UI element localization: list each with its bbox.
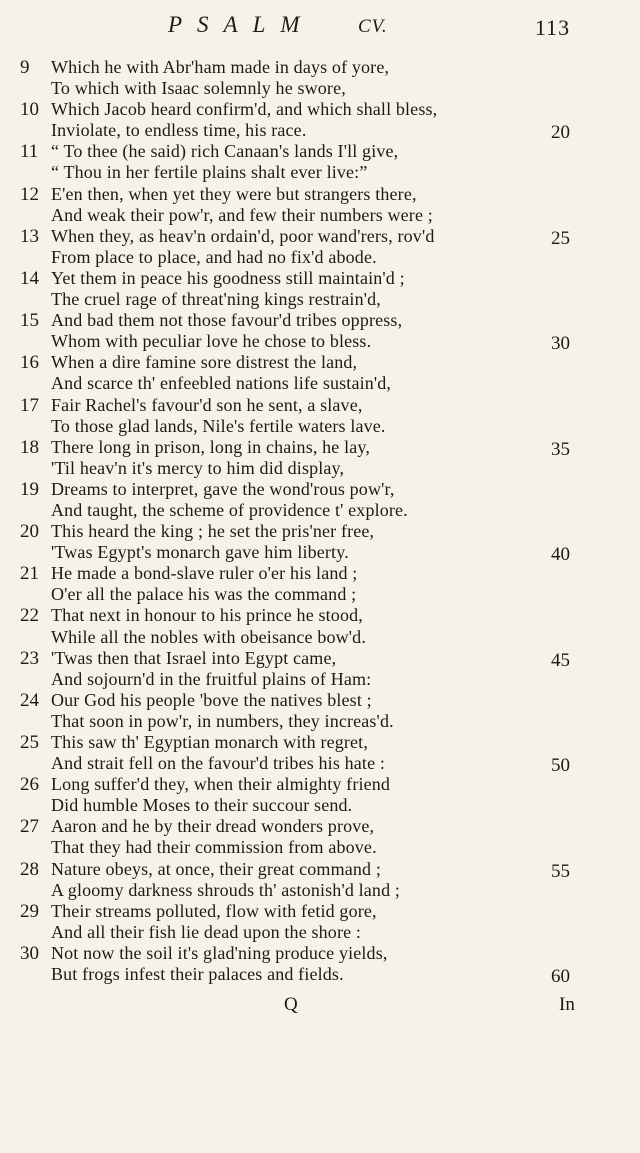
line-number: 35 [551, 438, 570, 460]
verse-text: Which Jacob heard confirm'd, and which shall bless, [51, 99, 438, 120]
verse-line [0, 943, 640, 964]
verse-text: He made a bond-slave ruler o'er his land ; [51, 563, 358, 584]
verse-number: 9 [20, 57, 30, 78]
verse-line [0, 732, 640, 753]
verse-line [0, 437, 640, 458]
verse-text: And sojourn'd in the fruitful plains of Ham: [51, 668, 372, 689]
verse-number: 22 [20, 605, 39, 627]
verse-text: 'Twas Egypt's monarch gave him liberty. [51, 542, 349, 563]
verse-text: Fair Rachel's favour'd son he sent, a slave, [51, 394, 363, 415]
verse-line [0, 837, 640, 858]
verse-text: To those glad lands, Nile's fertile waters lave. [51, 415, 386, 436]
verse-text: That soon in pow'r, in numbers, they increas'd. [51, 710, 394, 731]
running-title: PSALM [168, 12, 315, 37]
line-number: 45 [551, 649, 570, 671]
line-number: 50 [551, 755, 570, 777]
verse-line [0, 669, 640, 690]
verse-line [0, 648, 640, 669]
verse-number: 18 [20, 436, 39, 458]
verse-text: To which with Isaac solemnly he swore, [51, 78, 346, 99]
verse-text: “ To thee (he said) rich Canaan's lands I'll give, [51, 141, 399, 162]
verse-line [0, 226, 640, 247]
verse-text: That next in honour to his prince he stood, [51, 605, 363, 626]
verse-text: While all the nobles with obeisance bow'd. [51, 626, 366, 647]
verse-line [0, 120, 640, 144]
verse-line [0, 395, 640, 416]
line-number: 30 [551, 333, 570, 355]
verse-text: But frogs infest their palaces and fields. [51, 964, 344, 985]
verse-text: Our God his people 'bove the natives blest ; [51, 689, 372, 710]
verse-line [0, 479, 640, 500]
verse-line [0, 901, 640, 922]
verse-line [0, 521, 640, 542]
verse-line [0, 964, 640, 988]
verse-line [0, 310, 640, 331]
verse-line [0, 57, 640, 78]
verse-text: Aaron and he by their dread wonders prove, [51, 816, 375, 837]
verse-line [0, 141, 640, 162]
verse-text: And taught, the scheme of providence t' explore. [51, 499, 408, 520]
verse-text: When they, as heav'n ordain'd, poor wand'rers, rov'd [51, 225, 435, 246]
verse-line [0, 795, 640, 816]
verse-text: O'er all the palace his was the command ; [51, 584, 357, 605]
verse-line [0, 922, 640, 943]
verse-number: 14 [20, 267, 39, 289]
verse-text: 'Twas then that Israel into Egypt came, [51, 647, 337, 668]
verse-text: E'en then, when yet they were but strangers there, [51, 183, 417, 204]
verse-number: 15 [20, 310, 39, 332]
verse-line [0, 774, 640, 795]
verse-text: Not now the soil it's glad'ning produce yields, [51, 942, 388, 963]
verse-number: 20 [20, 521, 39, 543]
page-header [0, 12, 640, 42]
verse-text: And all their fish lie dead upon the shore : [51, 921, 362, 942]
verse-text: There long in prison, long in chains, he lay, [51, 436, 371, 457]
verse-line [0, 78, 640, 99]
verse-number: 27 [20, 816, 39, 838]
verse-text: Did humble Moses to their succour send. [51, 795, 353, 816]
verse-line [0, 542, 640, 566]
verse-line [0, 373, 640, 394]
verse-text: And bad them not those favour'd tribes oppress, [51, 310, 403, 331]
verse-text: And weak their pow'r, and few their numbers were ; [51, 204, 433, 225]
verse-number: 25 [20, 732, 39, 753]
verse-line [0, 880, 640, 901]
verse-text: Dreams to interpret, gave the wond'rous pow'r, [51, 478, 395, 499]
verse-line [0, 99, 640, 120]
verse-text: A gloomy darkness shrouds th' astonish'd land ; [51, 879, 401, 900]
signature-mark: Q [284, 994, 298, 1015]
verse-text: Whom with peculiar love he chose to bless. [51, 331, 372, 352]
verse-line [0, 584, 640, 605]
verse-line [0, 859, 640, 880]
verse-line [0, 247, 640, 268]
psalm-number: CV. [358, 16, 388, 37]
verse-block [0, 57, 640, 988]
line-number: 40 [551, 544, 570, 566]
verse-number: 30 [20, 942, 39, 964]
verse-text: Long suffer'd they, when their almighty friend [51, 774, 391, 795]
verse-text: The cruel rage of threat'ning kings restrain'd, [51, 289, 381, 310]
verse-text: From place to place, and had no fix'd abode. [51, 246, 377, 267]
verse-text: This saw th' Egyptian monarch with regret, [51, 732, 368, 752]
verse-line [0, 690, 640, 711]
verse-line [0, 500, 640, 521]
verse-text: Which he with Abr'ham made in days of yore, [51, 57, 390, 77]
verse-line [0, 205, 640, 226]
verse-number: 10 [20, 99, 39, 121]
verse-line [0, 184, 640, 205]
verse-text: That they had their commission from above. [51, 837, 377, 858]
verse-line [0, 753, 640, 777]
verse-text: Yet them in peace his goodness still maintain'd ; [51, 267, 405, 288]
line-number: 20 [551, 122, 570, 144]
verse-line [0, 605, 640, 626]
verse-number: 19 [20, 478, 39, 500]
verse-line [0, 289, 640, 310]
verse-number: 29 [20, 900, 39, 922]
verse-number: 17 [20, 394, 39, 416]
verse-number: 13 [20, 225, 39, 247]
line-number: 25 [551, 227, 570, 249]
verse-text: Inviolate, to endless time, his race. [51, 120, 307, 141]
verse-number: 12 [20, 183, 39, 205]
verse-line [0, 563, 640, 584]
verse-text: And strait fell on the favour'd tribes his hate : [51, 753, 386, 774]
verse-text: Their streams polluted, flow with fetid gore, [51, 900, 377, 921]
verse-line [0, 162, 640, 183]
verse-text: When a dire famine sore distrest the land, [51, 352, 358, 373]
verse-line [0, 711, 640, 732]
verse-number: 21 [20, 563, 39, 585]
verse-number: 11 [20, 141, 39, 163]
verse-line [0, 458, 640, 479]
catchword: In [559, 994, 575, 1015]
verse-text: Nature obeys, at once, their great command ; [51, 858, 381, 879]
page-footer [0, 994, 640, 1018]
page-number: 113 [535, 15, 571, 40]
verse-line [0, 816, 640, 837]
verse-text: “ Thou in her fertile plains shalt ever live:” [51, 162, 368, 183]
verse-line [0, 627, 640, 648]
verse-text: 'Til heav'n it's mercy to him did display, [51, 457, 345, 478]
line-number: 55 [551, 860, 570, 882]
line-number: 60 [551, 966, 570, 988]
verse-number: 24 [20, 689, 39, 711]
verse-line [0, 268, 640, 289]
verse-number: 16 [20, 352, 39, 374]
verse-number: 28 [20, 858, 39, 880]
verse-number: 23 [20, 647, 39, 669]
verse-line [0, 331, 640, 355]
verse-line [0, 352, 640, 373]
verse-number: 26 [20, 774, 39, 796]
verse-text: This heard the king ; he set the pris'ner free, [51, 521, 375, 542]
verse-line [0, 416, 640, 437]
verse-text: And scarce th' enfeebled nations life sustain'd, [51, 373, 392, 394]
